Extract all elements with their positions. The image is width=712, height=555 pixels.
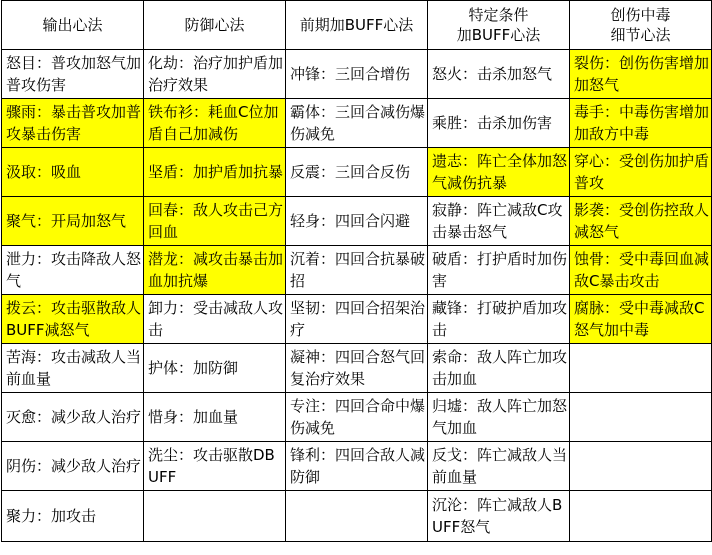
- table-cell: 轻身：四回合闪避: [286, 197, 428, 246]
- table-cell: 沉沦：阵亡减敌人BUFF怒气: [428, 491, 570, 542]
- table-cell: 骤雨：暴击普攻加普攻暴击伤害: [2, 99, 144, 148]
- table-cell: 怒火：击杀加怒气: [428, 50, 570, 99]
- table-row: [2, 197, 712, 246]
- table-row: [2, 491, 712, 542]
- table-cell: 裂伤：创伤伤害增加加怒气: [570, 50, 712, 99]
- header-wound-poison: 创伤中毒 细节心法: [570, 1, 712, 50]
- table-cell: 寂静：阵亡减敌C攻击暴击怒气: [428, 197, 570, 246]
- table-cell: 铁布衫：耗血C位加盾自己加减伤: [144, 99, 286, 148]
- table-cell: 沉着：四回合抗暴破招: [286, 246, 428, 295]
- table-cell: 藏锋：打破护盾加攻击: [428, 295, 570, 344]
- table-cell: 反戈：阵亡减敌人当前血量: [428, 442, 570, 491]
- table-cell: 反震：三回合反伤: [286, 148, 428, 197]
- empty-cell: [570, 393, 712, 442]
- header-early-buff: 前期加BUFF心法: [286, 1, 428, 50]
- table-cell: 卸力：受击减敌人攻击: [144, 295, 286, 344]
- table-cell: 破盾：打护盾时加伤害: [428, 246, 570, 295]
- table-cell: 霸体：三回合减伤爆伤减免: [286, 99, 428, 148]
- header-row: [2, 1, 712, 50]
- empty-cell: [570, 442, 712, 491]
- heart-method-table: [1, 0, 712, 542]
- table-row: [2, 295, 712, 344]
- table-cell: 归墟：敌人阵亡加怒气加血: [428, 393, 570, 442]
- table-cell: 潜龙：减攻击暴击加血加抗爆: [144, 246, 286, 295]
- table-cell: 坚韧：四回合招架治疗: [286, 295, 428, 344]
- table-cell: 凝神：四回合怒气回复治疗效果: [286, 344, 428, 393]
- table-cell: 护体：加防御: [144, 344, 286, 393]
- header-conditional-buff: 特定条件 加BUFF心法: [428, 1, 570, 50]
- table-cell: 聚力：加攻击: [2, 491, 144, 542]
- table-cell: 腐脉：受中毒减敌C怒气加中毒: [570, 295, 712, 344]
- empty-cell: [570, 344, 712, 393]
- table-cell: 泄力：攻击降敌人怒气: [2, 246, 144, 295]
- header-defense: 防御心法: [144, 1, 286, 50]
- table-cell: 惜身：加血量: [144, 393, 286, 442]
- table-cell: 怒目：普攻加怒气加普攻伤害: [2, 50, 144, 99]
- table-row: [2, 246, 712, 295]
- table-row: [2, 148, 712, 197]
- table-cell: 索命：敌人阵亡加攻击加血: [428, 344, 570, 393]
- empty-cell: [144, 491, 286, 542]
- empty-cell: [570, 491, 712, 542]
- table-cell: 回春：敌人攻击己方回血: [144, 197, 286, 246]
- table-row: [2, 99, 712, 148]
- table-cell: 影袭：受创伤控敌人减怒气: [570, 197, 712, 246]
- table-cell: 锋利：四回合敌人减防御: [286, 442, 428, 491]
- table-cell: 聚气：开局加怒气: [2, 197, 144, 246]
- table-row: [2, 442, 712, 491]
- table-row: [2, 393, 712, 442]
- table-cell: 汲取：吸血: [2, 148, 144, 197]
- table-cell: 专注：四回合命中爆伤减免: [286, 393, 428, 442]
- table-cell: 苦海：攻击减敌人当前血量: [2, 344, 144, 393]
- table-cell: 洗尘：攻击驱散DBUFF: [144, 442, 286, 491]
- table-cell: 遗志：阵亡全体加怒气减伤抗暴: [428, 148, 570, 197]
- table-cell: 穿心：受创伤加护盾普攻: [570, 148, 712, 197]
- table-cell: 化劫：治疗加护盾加治疗效果: [144, 50, 286, 99]
- table-cell: 乘胜：击杀加伤害: [428, 99, 570, 148]
- table-cell: 蚀骨：受中毒回血减敌C暴击攻击: [570, 246, 712, 295]
- header-output: 输出心法: [2, 1, 144, 50]
- table-cell: 冲锋：三回合增伤: [286, 50, 428, 99]
- table-cell: 灭愈：减少敌人治疗: [2, 393, 144, 442]
- table-cell: 毒手：中毒伤害增加加敌方中毒: [570, 99, 712, 148]
- table-row: [2, 344, 712, 393]
- empty-cell: [286, 491, 428, 542]
- table-cell: 阴伤：减少敌人治疗: [2, 442, 144, 491]
- table-cell: 拨云：攻击驱散敌人BUFF减怒气: [2, 295, 144, 344]
- table-row: [2, 50, 712, 99]
- table-cell: 坚盾：加护盾加抗暴: [144, 148, 286, 197]
